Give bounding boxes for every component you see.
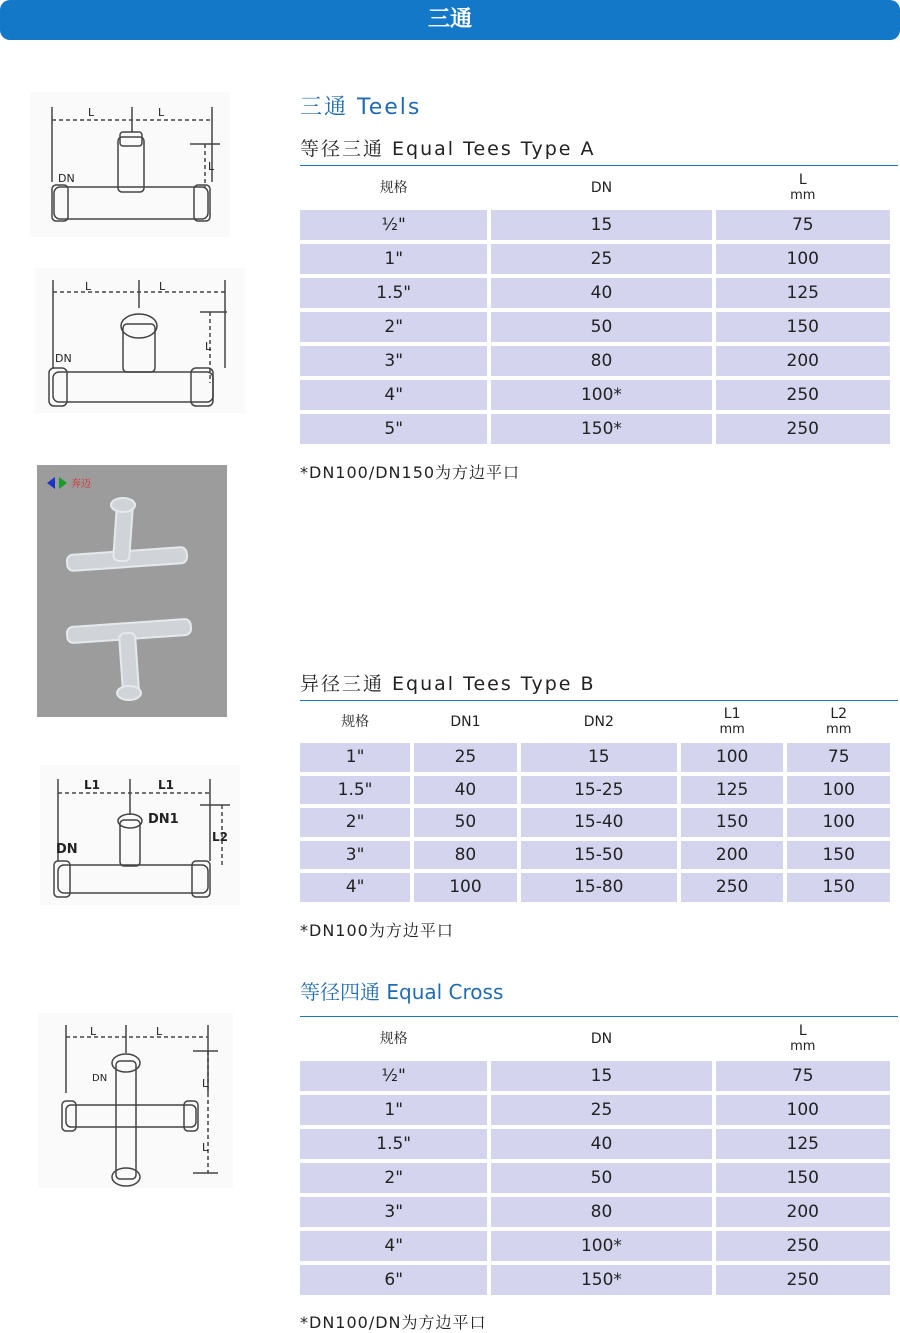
table-cell: ½" bbox=[300, 210, 487, 240]
table-row bbox=[300, 1163, 890, 1193]
table-b-header-l2: L2 mm bbox=[826, 706, 852, 737]
table-row bbox=[300, 312, 890, 342]
dim-label-l-right: L bbox=[156, 1025, 163, 1038]
table-c-note: *DN100/DN为方边平口 bbox=[300, 1313, 487, 1332]
table-cell: 15-50 bbox=[521, 841, 677, 870]
dim-label-dn: DN bbox=[58, 172, 75, 185]
table-c-title: 等径四通 Equal Cross bbox=[300, 980, 504, 1004]
equal-cross-drawing bbox=[38, 1013, 233, 1188]
table-a-body bbox=[300, 210, 890, 444]
table-cell: 40 bbox=[414, 776, 517, 805]
table-row bbox=[300, 346, 890, 376]
table-c-header-dn: DN bbox=[590, 1031, 613, 1047]
table-b-header-dn2: DN2 bbox=[583, 714, 614, 730]
table-cell: 3" bbox=[300, 841, 410, 870]
table-cell: 2" bbox=[300, 1163, 487, 1193]
table-cell: 75 bbox=[716, 1061, 890, 1091]
table-row bbox=[300, 808, 890, 837]
table-cell: 200 bbox=[716, 1197, 890, 1227]
table-b-title: 异径三通 Equal Tees Type B bbox=[300, 673, 596, 695]
table-cell: 15-80 bbox=[521, 873, 677, 902]
dim-label-l-left: L bbox=[88, 106, 95, 119]
table-row bbox=[300, 1265, 890, 1295]
dim-label-l-left: L bbox=[85, 280, 92, 293]
table-a-note: *DN100/DN150为方边平口 bbox=[300, 463, 521, 482]
equal-tee-drawing-1 bbox=[30, 92, 230, 237]
dim-label-dn1: DN1 bbox=[148, 812, 179, 827]
table-cell: 1.5" bbox=[300, 776, 410, 805]
table-a bbox=[296, 166, 894, 448]
table-cell: 6" bbox=[300, 1265, 487, 1295]
table-c-header-size: 规格 bbox=[379, 1031, 408, 1047]
table-a-title: 等径三通 Equal Tees Type A bbox=[300, 138, 596, 160]
table-cell: 50 bbox=[491, 312, 711, 342]
table-b-note: *DN100为方边平口 bbox=[300, 921, 454, 940]
table-cell: 150 bbox=[787, 841, 890, 870]
table-row bbox=[300, 1231, 890, 1261]
table-cell: 4" bbox=[300, 873, 410, 902]
table-cell: 200 bbox=[681, 841, 784, 870]
page-banner: 三通 bbox=[0, 0, 900, 40]
table-cell: 250 bbox=[681, 873, 784, 902]
dim-label-dn: DN bbox=[56, 842, 78, 857]
table-c bbox=[296, 1017, 894, 1299]
table-cell: 1.5" bbox=[300, 278, 487, 308]
table-cell: 2" bbox=[300, 808, 410, 837]
table-cell: 40 bbox=[491, 1129, 711, 1159]
table-cell: 1" bbox=[300, 1095, 487, 1125]
table-cell: 80 bbox=[414, 841, 517, 870]
table-cell: 80 bbox=[491, 346, 711, 376]
table-c-header-l: L mm bbox=[790, 1023, 816, 1054]
table-row bbox=[300, 1061, 890, 1091]
table-cell: 25 bbox=[414, 743, 517, 772]
table-b bbox=[296, 701, 894, 906]
table-cell: 25 bbox=[491, 244, 711, 274]
table-cell: 80 bbox=[491, 1197, 711, 1227]
table-row bbox=[300, 414, 890, 444]
table-b-header-size: 规格 bbox=[341, 714, 370, 730]
dim-label-dn: DN bbox=[92, 1073, 108, 1084]
table-b-header-dn1: DN1 bbox=[450, 714, 481, 730]
table-cell: 150* bbox=[491, 414, 711, 444]
table-a-header-size: 规格 bbox=[379, 180, 408, 196]
table-cell: 25 bbox=[491, 1095, 711, 1125]
table-cell: 2" bbox=[300, 312, 487, 342]
table-row bbox=[300, 841, 890, 870]
table-cell: 1.5" bbox=[300, 1129, 487, 1159]
table-cell: 75 bbox=[716, 210, 890, 240]
dim-label-l-right: L bbox=[158, 106, 165, 119]
dim-label-l-vertical: L bbox=[208, 160, 215, 173]
table-cell: 150 bbox=[681, 808, 784, 837]
table-a-header-dn: DN bbox=[590, 180, 613, 196]
table-a-header-l: L mm bbox=[790, 172, 816, 203]
dim-label-l-left: L bbox=[90, 1025, 97, 1038]
table-cell: 150 bbox=[787, 873, 890, 902]
table-row bbox=[300, 1129, 890, 1159]
dim-label-l2: L2 bbox=[212, 830, 228, 844]
table-cell: 100 bbox=[681, 743, 784, 772]
table-cell: 200 bbox=[716, 346, 890, 376]
table-cell: 250 bbox=[716, 380, 890, 410]
dim-label-l-lower: L bbox=[202, 1141, 209, 1154]
table-b-body bbox=[300, 743, 890, 902]
table-row bbox=[300, 210, 890, 240]
table-cell: 125 bbox=[681, 776, 784, 805]
table-c-body bbox=[300, 1061, 890, 1295]
table-row bbox=[300, 1095, 890, 1125]
product-photo bbox=[37, 465, 227, 717]
table-cell: 50 bbox=[414, 808, 517, 837]
table-b-header-l1: L1 mm bbox=[719, 706, 745, 737]
dim-label-l-upper: L bbox=[202, 1077, 209, 1090]
table-cell: 100* bbox=[491, 1231, 711, 1261]
table-cell: 250 bbox=[716, 1265, 890, 1295]
table-cell: 15 bbox=[521, 743, 677, 772]
table-row bbox=[300, 244, 890, 274]
table-cell: 40 bbox=[491, 278, 711, 308]
table-cell: 15 bbox=[491, 210, 711, 240]
table-row bbox=[300, 776, 890, 805]
section-title-tees: 三通 Teels bbox=[300, 95, 422, 120]
table-cell: 150 bbox=[716, 1163, 890, 1193]
table-cell: 100 bbox=[787, 776, 890, 805]
table-row bbox=[300, 743, 890, 772]
equal-tee-drawing-2 bbox=[35, 268, 245, 413]
table-cell: 3" bbox=[300, 346, 487, 376]
table-cell: 3" bbox=[300, 1197, 487, 1227]
table-cell: 250 bbox=[716, 414, 890, 444]
tee-product-photo bbox=[37, 465, 227, 717]
table-cell: 5" bbox=[300, 414, 487, 444]
table-cell: 150 bbox=[716, 312, 890, 342]
table-cell: 1" bbox=[300, 244, 487, 274]
dim-label-l-vertical: L bbox=[205, 340, 212, 353]
table-row bbox=[300, 380, 890, 410]
table-row bbox=[300, 278, 890, 308]
table-cell: 100 bbox=[414, 873, 517, 902]
table-cell: 100* bbox=[491, 380, 711, 410]
table-cell: 150* bbox=[491, 1265, 711, 1295]
table-cell: 125 bbox=[716, 278, 890, 308]
table-cell: 50 bbox=[491, 1163, 711, 1193]
reducing-tee-drawing bbox=[40, 765, 240, 905]
logo-text: 奔迈 bbox=[71, 479, 91, 490]
table-row bbox=[300, 873, 890, 902]
table-cell: 4" bbox=[300, 380, 487, 410]
dim-label-dn: DN bbox=[55, 352, 72, 365]
table-cell: 1" bbox=[300, 743, 410, 772]
dim-label-l1-right: L1 bbox=[158, 778, 174, 792]
dim-label-l1-left: L1 bbox=[84, 778, 100, 792]
table-cell: ½" bbox=[300, 1061, 487, 1091]
table-cell: 100 bbox=[716, 244, 890, 274]
table-cell: 100 bbox=[787, 808, 890, 837]
table-cell: 15-40 bbox=[521, 808, 677, 837]
table-row bbox=[300, 1197, 890, 1227]
table-cell: 15-25 bbox=[521, 776, 677, 805]
table-cell: 250 bbox=[716, 1231, 890, 1261]
table-cell: 75 bbox=[787, 743, 890, 772]
dim-label-l-right: L bbox=[159, 280, 166, 293]
table-cell: 15 bbox=[491, 1061, 711, 1091]
table-cell: 100 bbox=[716, 1095, 890, 1125]
table-cell: 125 bbox=[716, 1129, 890, 1159]
table-cell: 4" bbox=[300, 1231, 487, 1261]
